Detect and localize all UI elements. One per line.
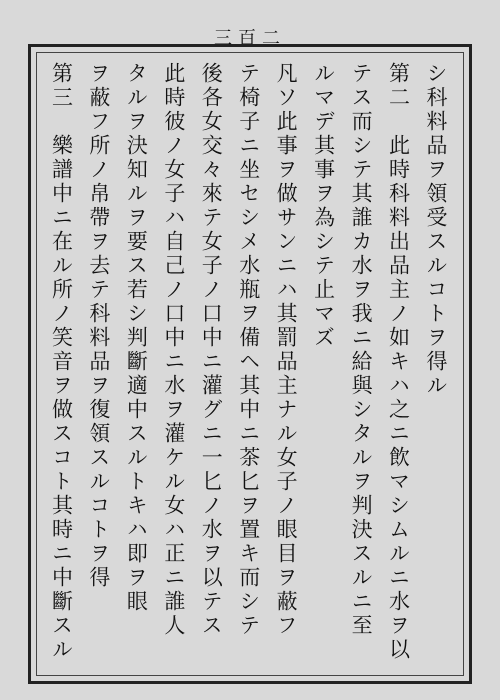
text-column: 第二 此時科料出品主ノ如キハ之ニ飲マシムルニ水ヲ以	[386, 62, 411, 662]
text-column: 凡ソ此事ヲ做サンニハ其罰品主ナル女子ノ眼目ヲ蔽フ	[274, 62, 299, 638]
text-column: シ科料品ヲ領受スルコトヲ得ル	[423, 62, 448, 398]
text-column: タルヲ決知ルヲ要ス若シ判斷適中スルトキハ即ヲ眼	[124, 62, 149, 614]
text-column: ルマデ其事ヲ為シテ止マズ	[311, 62, 336, 350]
page-number: 三百二	[214, 28, 286, 49]
text-column: 此時彼ノ女子ハ自己ノ口中ニ水ヲ灌ケル女ハ正ニ誰人	[161, 62, 186, 638]
text-column: ヲ蔽フ所ノ帛帶ヲ去テ科料品ヲ復領スルコトヲ得	[86, 62, 111, 590]
text-column: 第三 樂譜中ニ在ル所ノ笑音ヲ做スコト其時ニ中斷スル	[49, 62, 74, 662]
text-column: テ椅子ニ坐セシメ水瓶ヲ備ヘ其中ニ茶匕ヲ置キ而シテ	[236, 62, 261, 638]
text-column: 後各女交々來テ女子ノ口中ニ灌グニ一匕ノ水ヲ以テス	[199, 62, 224, 638]
vertical-text-body	[36, 62, 464, 668]
text-column: テス而シテ其誰カ水ヲ我ニ給與シタルヲ判決スルニ至	[349, 62, 374, 638]
